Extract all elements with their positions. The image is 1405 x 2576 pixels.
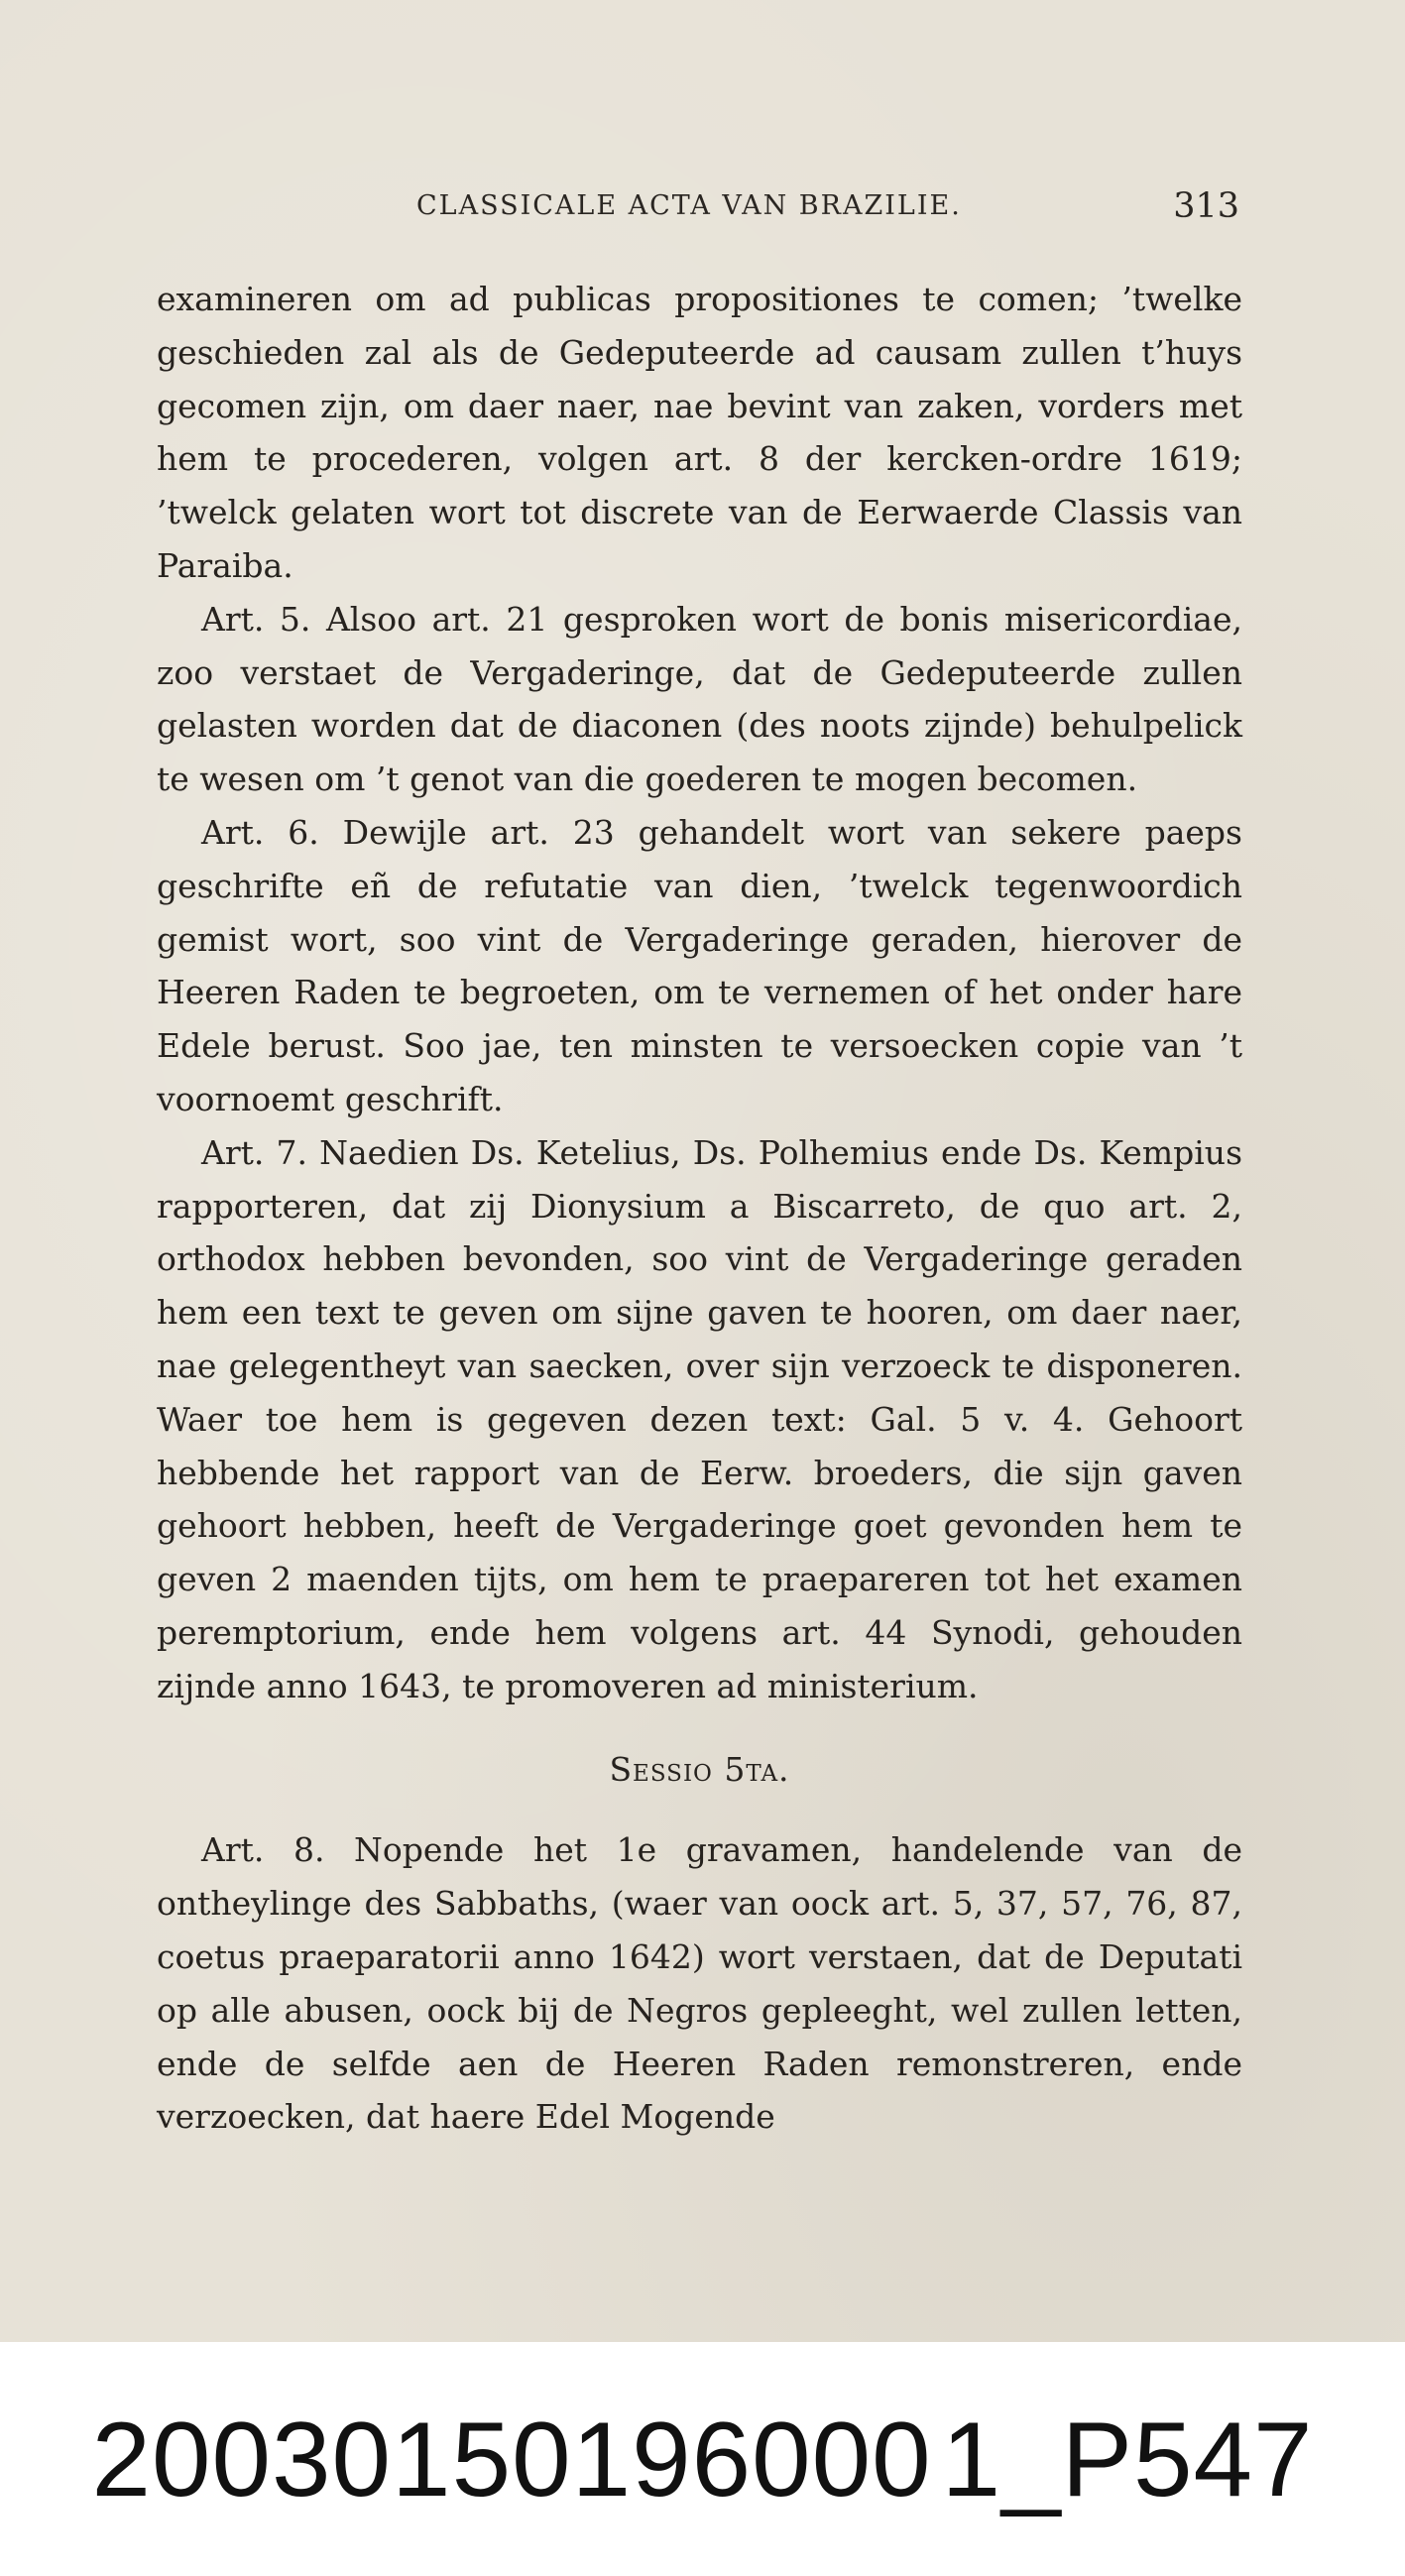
- body-text: [157, 273, 1242, 2144]
- page-number: 313: [1173, 186, 1239, 226]
- paragraph-art-6: Art. 6. Dewijle art. 23 gehandelt wort van sekere paeps geschrifte eñ de refutatie van dien, ’twelck tegenwoordich gemist wort, soo vint de Vergaderinge geraden, hierover de Heeren Raden te begroeten, om te vernemen of het onder hare Edele berust. Soo jae, ten minsten te versoecken copie van ’t voornoemt geschrift.: [157, 812, 1242, 1118]
- running-title: CLASSICALE ACTA VAN BRAZILIE.: [416, 190, 962, 221]
- paragraph-continuation: examineren om ad publicas propositiones te comen; ’twelke geschieden zal als de Gedeputeerde ad causam zullen t’huys gecomen zijn, om daer naer, nae bevint van zaken, vorders met hem te procederen, volgen art. 8 der kercken-ordre 1619; ’twelck gelaten wort tot discrete van de Eerwaerde Classis van Paraiba.: [157, 280, 1242, 585]
- paragraph-art-8: Art. 8. Nopende het 1e gravamen, handelende van de ontheylinge des Sabbaths, (waer van oock art. 5, 37, 57, 76, 87, coetus praeparatorii anno 1642) wort verstaen, dat de Deputati op alle abusen, oock bij de Negros gepleeght, wel zullen letten, ende de selfde aen de Heeren Raden remonstreren, ende verzoecken, dat haere Edel Mogende: [157, 1830, 1242, 2137]
- scan-identifier: 20030150196000 1_P547: [91, 2400, 1314, 2518]
- paragraph-art-5: Art. 5. Alsoo art. 21 gesproken wort de bonis misericordiae, zoo verstaet de Vergaderinge, dat de Gedeputeerde zullen gelasten worden dat de diaconen (des noots zijnde) behulpelick te wesen om ’t genot van die goederen te mogen becomen.: [157, 599, 1242, 799]
- session-heading: Sessio 5ta.: [609, 1749, 790, 1789]
- paragraph-art-7: Art. 7. Naedien Ds. Ketelius, Ds. Polhemius ende Ds. Kempius rapporteren, dat zij Dionysium a Biscarreto, de quo art. 2, orthodox hebben bevonden, soo vint de Vergaderinge geraden hem een text te geven om sijne gaven te hooren, om daer naer, nae gelegentheyt van saecken, over sijn verzoeck te disponeren. Waer toe hem is gegeven dezen text: Gal. 5 v. 4. Gehoort hebbende het rapport van de Eerw. broeders, die sijn gaven gehoort hebben, heeft de Vergaderinge goet gevonden hem te geven 2 maenden tijts, om hem te praepareren tot het examen peremptorium, ende hem volgens art. 44 Synodi, gehouden zijnde anno 1643, te promoveren ad ministerium.: [157, 1132, 1242, 1705]
- page-header: [416, 186, 1239, 236]
